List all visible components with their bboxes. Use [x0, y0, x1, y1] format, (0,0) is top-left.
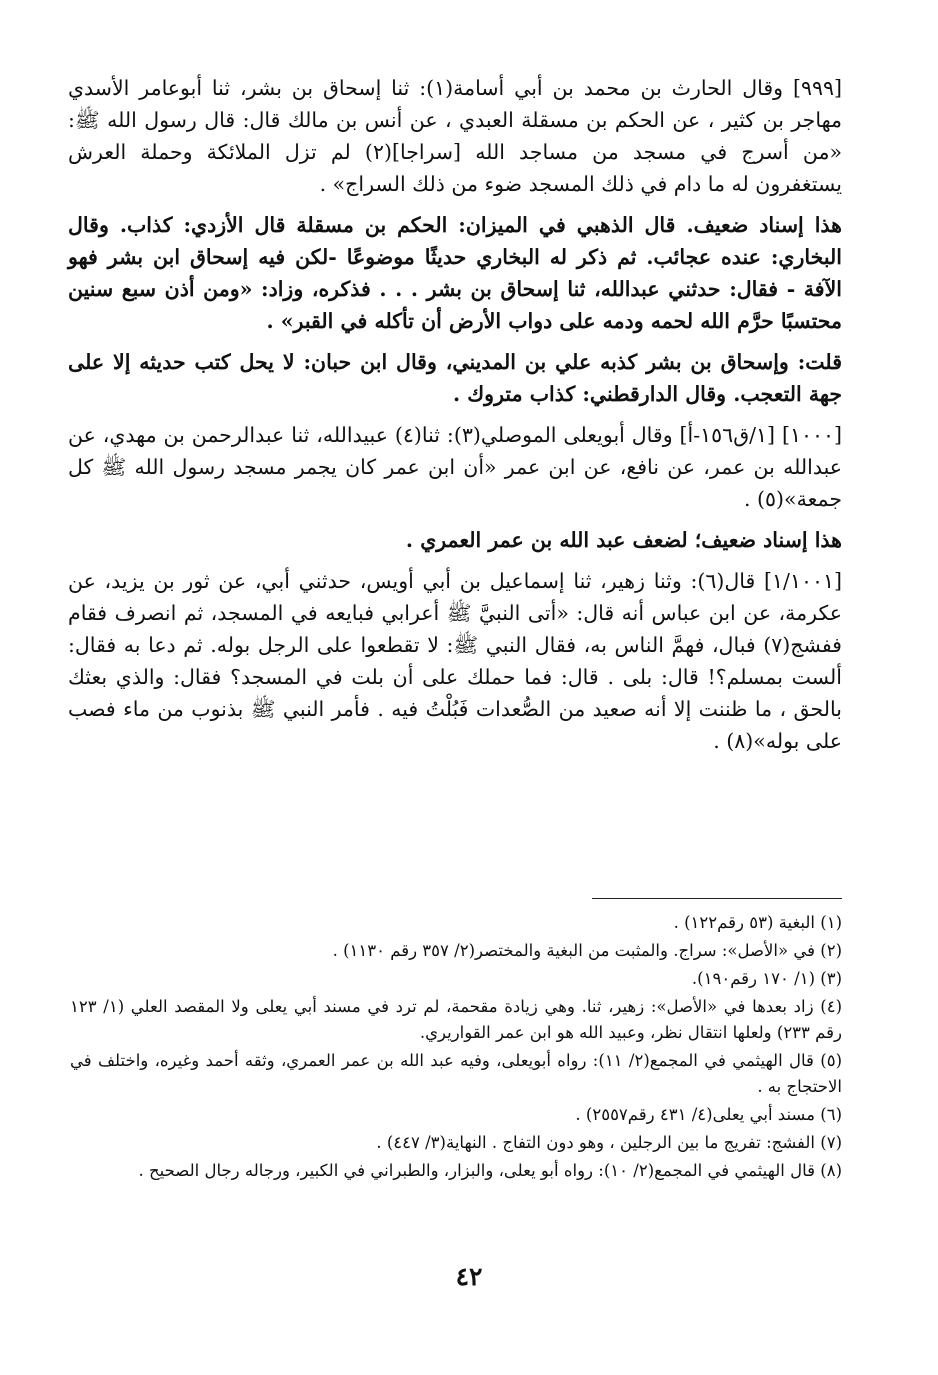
footnotes	[70, 910, 842, 1186]
paragraph-999: [٩٩٩] وقال الحارث بن محمد بن أبي أسامة(١): ثنا إسحاق بن بشر، ثنا أبوعامر الأسدي مهاجر بن كثير ، عن الحكم بن مسقلة العبدي ، عن أنس بن مالك قال: قال رسول الله ﷺ: «من أسرج في مسجد من مساجد الله [سراجا](٢) لم تزل الملائكة وحملة العرش يستغفرون له ما دام في ذلك المسجد ضوء من ذلك السراج» .	[68, 76, 843, 196]
footnote-5: (٥) قال الهيثمي في المجمع(٢/ ١١): رواه أبويعلى، وفيه عبد الله بن عمر العمري، وثقه أحمد وغيره، واختلف في الاحتجاج به .	[70, 1051, 842, 1096]
paragraph-1001: [١/١٠٠١] قال(٦): وثنا زهير، ثنا إسماعيل بن أبي أويس، حدثني أبي، عن ثور بن يزيد، عن عكرمة، عن ابن عباس أنه قال: «أتى النبيَّ ﷺ أعرابي فبايعه في المسجد، ثم انصرف فقام ففشج(٧) فبال، فهمَّ الناس به، فقال النبي ﷺ: لا تقطعوا على الرجل بوله. ثم دعا به فقال: ألست بمسلم؟! قال: بلى . قال: فما حملك على أن بلت في المسجد؟ فقال: والذي بعثك بالحق ، ما ظننت إلا أنه صعيد من الصُّعدات فَبُلْتُ فيه . فأمر النبي ﷺ بذنوب من ماء فصب على بوله»(٨) .	[68, 569, 843, 753]
main-text	[68, 72, 842, 757]
paragraph-999-note: قلت: وإسحاق بن بشر كذبه علي بن المديني، وقال ابن حبان: لا يحل كتب حديثه إلا على جهة التعجب. وقال الدارقطني: كذاب متروك .	[68, 350, 842, 406]
footnote-divider	[592, 898, 842, 899]
paragraph-1000: [١٠٠٠] [١/ق١٥٦-أ] وقال أبويعلى الموصلي(٣): ثنا(٤) عبيدالله، ثنا عبدالرحمن بن مهدي، عن عبدالله بن عمر، عن نافع، عن ابن عمر «أن ابن عمر كان يجمر مسجد رسول الله ﷺ كل جمعة»(٥) .	[68, 423, 842, 511]
footnote-6: (٦) مسند أبي يعلى(٤/ ٤٣١ رقم٢٥٥٧) .	[575, 1105, 842, 1124]
footnote-3: (٣) (١/ ١٧٠ رقم١٩٠).	[691, 969, 842, 988]
page-number: ٤٢	[455, 1262, 483, 1291]
paragraph-1000-commentary: هذا إسناد ضعيف؛ لضعف عبد الله بن عمر العمري .	[405, 528, 842, 552]
footnote-1: (١) البغية (٥٣ رقم١٢٢) .	[673, 913, 842, 932]
footnote-2: (٢) في «الأصل»: سراج. والمثبت من البغية والمختصر(٢/ ٣٥٧ رقم ١١٣٠) .	[332, 941, 842, 960]
paragraph-999-commentary: هذا إسناد ضعيف. قال الذهبي في الميزان: الحكم بن مسقلة قال الأزدي: كذاب. وقال البخاري: عنده عجائب. ثم ذكر له البخاري حديثًا موضوعًا -لكن فيه إسحاق ابن بشر فهو الآفة - فقال: حدثني عبدالله، ثنا إسحاق بن بشر . . . فذكره، وزاد: «ومن أذن سبع سنين محتسبًا حرَّم الله لحمه ودمه على دواب الأرض أن تأكله في القبر» .	[68, 213, 842, 333]
footnote-7: (٧) الفشج: تفريج ما بين الرجلين ، وهو دون التفاج . النهاية(٣/ ٤٤٧) .	[376, 1133, 842, 1152]
footnote-4: (٤) زاد بعدها في «الأصل»: زهير، ثنا. وهي زيادة مقحمة، لم ترد في مسند أبي يعلى ولا المقصد العلي (١/ ١٢٣ رقم ٢٣٣) ولعلها انتقال نظر، وعبيد الله هو ابن عمر القواريري.	[70, 997, 842, 1042]
footnote-8: (٨) قال الهيثمي في المجمع(٢/ ١٠): رواه أبو يعلى، والبزار، والطبراني في الكبير، ورجاله رجال الصحيح .	[138, 1161, 842, 1180]
